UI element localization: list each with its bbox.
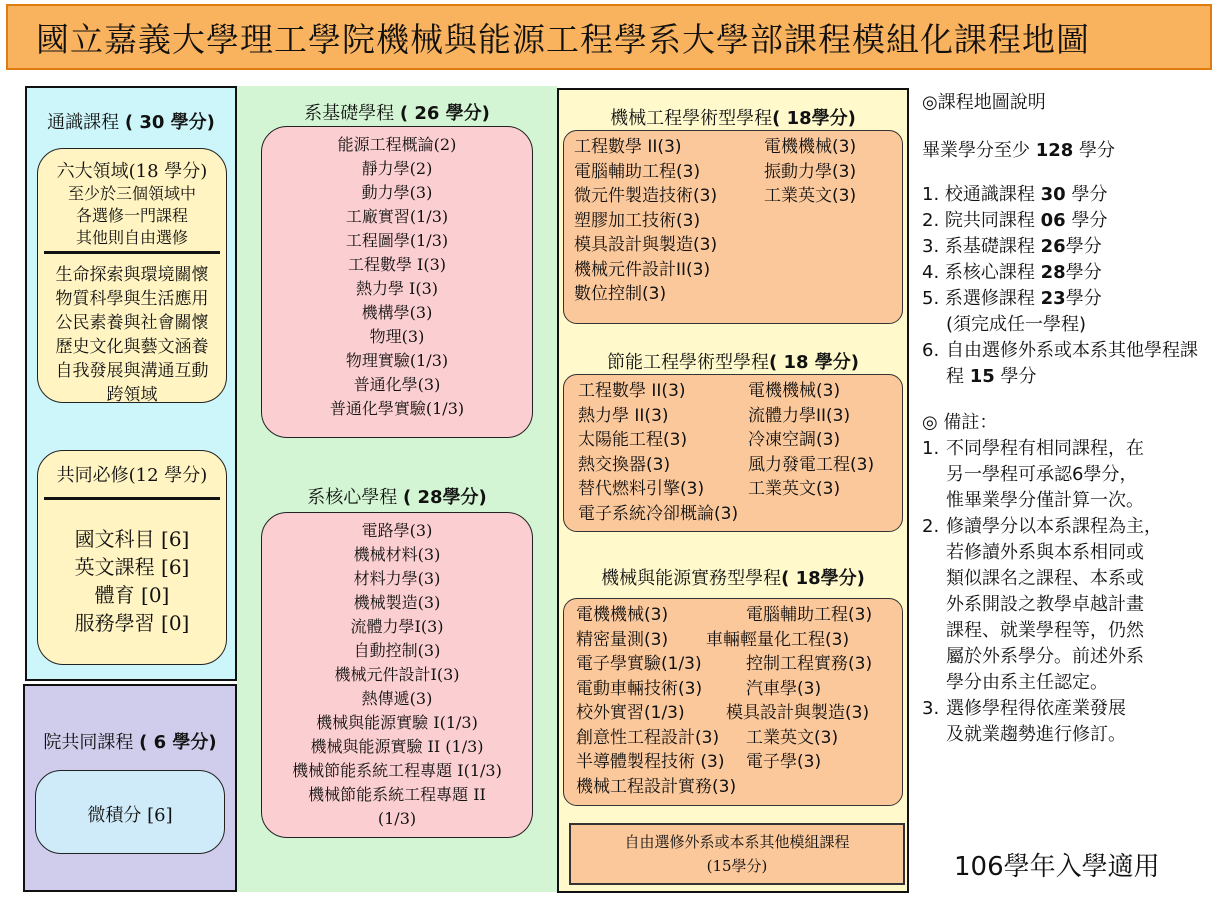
notes-heading: ◎課程地圖說明 xyxy=(922,92,1046,113)
free-elective-line2: (15學分) xyxy=(706,857,768,875)
list-item: 模具設計與製造(3) xyxy=(574,235,718,255)
list-item: 服務學習 [0] xyxy=(74,611,190,635)
list-item: 2. 院共同課程 06 學分 xyxy=(922,210,1108,231)
list-item: 動力學(3) xyxy=(361,183,433,202)
footer-note: 106學年入學適用 xyxy=(954,852,1160,882)
list-item: 車輛輕量化工程(3) xyxy=(706,629,850,650)
list-item: 振動力學(3) xyxy=(764,161,857,182)
list-item xyxy=(746,775,872,800)
list-item: 生命探索與環境關懷 xyxy=(55,265,209,285)
practice-heading: 機械與能源實務型學程( 18學分) xyxy=(601,568,865,589)
list-item: 英文課程 [6] xyxy=(74,555,190,579)
list-item: 4. 系核心課程 28學分 xyxy=(922,262,1102,283)
list-item: 電路學(3) xyxy=(361,521,433,540)
list-item: 微元件製造技術(3) xyxy=(574,186,718,206)
common-required-box xyxy=(37,450,227,665)
list-item: 自動控制(3) xyxy=(353,641,441,660)
list-item: 普通化學(3) xyxy=(353,375,441,394)
list-item: 機械工程設計實務(3) xyxy=(576,776,737,797)
list-item: 6. 自由選修外系或本系其他學程課程 15 學分 xyxy=(922,340,1198,387)
list-item: 電動車輛技術(3) xyxy=(576,678,703,699)
common-required-list xyxy=(38,525,226,637)
six-domains-title: 六大領域(18 學分) xyxy=(56,161,208,182)
list-item xyxy=(764,233,856,258)
list-item: 電子學實驗(1/3) xyxy=(576,654,702,674)
list-item: 公民素養與社會關懷 xyxy=(55,313,209,333)
remark-heading: ◎ 備註： xyxy=(922,412,998,433)
list-item: 3. 選修學程得依產業發展 及就業趨勢進行修訂。 xyxy=(922,698,1126,745)
list-item: 工程圖學(1/3) xyxy=(345,231,449,250)
mech-academic-list xyxy=(574,135,856,307)
list-item: 物理實驗(1/3) xyxy=(345,351,449,370)
list-item: 工廠實習(1/3) xyxy=(345,207,449,226)
list-item: 創意性工程設計(3) xyxy=(576,727,720,748)
list-item: 機械節能系統工程專題 I(1/3) xyxy=(292,761,502,780)
list-item: 工程數學 I(3) xyxy=(347,255,447,274)
list-item: 電機機械(3) xyxy=(748,381,841,401)
list-item: 機械與能源實驗 II (1/3) xyxy=(310,737,484,756)
list-item: 機械元件設計I(3) xyxy=(334,665,460,684)
college-common-heading: 院共同課程 ( 6 學分) xyxy=(43,732,217,753)
elective-programs-panel xyxy=(557,88,909,893)
basic-course-list xyxy=(262,133,532,421)
list-item: 2. 修讀學分以本系課程為主， 若修讀外系與本系相同或 類似課名之課程、本系或 外系開設之教學卓越計畫 課程、就業學程等，仍然 屬於外系學分。前述外系 學分由系主任認定。 xyxy=(922,516,1162,693)
six-domains-list xyxy=(38,263,226,407)
list-item: 替代燃料引擎(3) xyxy=(578,479,705,499)
free-elective-box xyxy=(569,823,905,885)
list-item: 體育 [0] xyxy=(94,583,170,607)
department-required-area xyxy=(237,86,557,892)
list-item: 3. 系基礎課程 26學分 xyxy=(922,236,1102,257)
core-courses-box xyxy=(261,512,533,838)
list-item: 工業英文(3) xyxy=(748,479,841,499)
page-title: 國立嘉義大學理工學院機械與能源工程學系大學部課程模組化課程地圖 xyxy=(6,4,1212,70)
list-item: 機械製造(3) xyxy=(353,593,441,612)
total-credits: 畢業學分至少 128 學分 xyxy=(922,140,1116,161)
list-item: 太陽能工程(3) xyxy=(578,430,688,450)
list-item: 電腦輔助工程(3) xyxy=(746,605,873,625)
remarks xyxy=(922,436,1212,748)
practice-list xyxy=(576,603,872,799)
list-item: 電子學(3) xyxy=(746,752,822,772)
general-education-heading: 通識課程 ( 30 學分) xyxy=(47,112,215,133)
list-item: 汽車學(3) xyxy=(746,678,822,699)
credit-breakdown xyxy=(922,182,1212,390)
list-item: 5. 系選修課程 23學分 (須完成任一學程) xyxy=(922,288,1102,335)
list-item: 機械材料(3) xyxy=(353,545,441,564)
list-item: 物質科學與生活應用 xyxy=(55,289,209,309)
list-item: 歷史文化與藝文涵養 xyxy=(55,337,209,357)
list-item xyxy=(764,282,856,307)
core-course-list xyxy=(262,519,532,831)
list-item: 工程數學 II(3) xyxy=(578,381,686,401)
list-item: 能源工程概論(2) xyxy=(337,135,457,154)
college-common-panel xyxy=(23,684,237,892)
list-item: 機械與能源實驗 I(1/3) xyxy=(316,713,478,732)
list-item: 1. 不同學程有相同課程，在 另一學程可承認6學分， 惟畢業學分僅計算一次。 xyxy=(922,438,1144,511)
list-item: 工業英文(3) xyxy=(746,727,839,748)
divider xyxy=(44,251,220,254)
list-item: 靜力學(2) xyxy=(361,159,433,178)
list-item: 1. 校通識課程 30 學分 xyxy=(922,184,1108,205)
list-item: 半導體製程技術 (3) xyxy=(576,752,725,772)
list-item: (1/3) xyxy=(377,809,417,828)
list-item xyxy=(764,258,856,283)
list-item: 電機機械(3) xyxy=(576,605,669,625)
list-item: 普通化學實驗(1/3) xyxy=(329,399,465,418)
common-required-title: 共同必修(12 學分) xyxy=(56,465,208,486)
list-item: 流體力學II(3) xyxy=(748,405,851,426)
list-item: 機械節能系統工程專題 II xyxy=(308,785,486,804)
list-item: 流體力學I(3) xyxy=(350,617,444,636)
basic-courses-box xyxy=(261,126,533,438)
list-item: 模具設計與製造(3) xyxy=(726,703,870,723)
list-item: 熱交換器(3) xyxy=(578,454,671,475)
list-item: 電腦輔助工程(3) xyxy=(574,161,701,182)
energy-academic-box xyxy=(563,374,903,532)
list-item: 風力發電工程(3) xyxy=(748,454,875,475)
list-item: 控制工程實務(3) xyxy=(746,654,873,674)
divider xyxy=(44,497,220,500)
energy-academic-heading: 節能工程學術型學程( 18 學分) xyxy=(606,352,860,373)
list-item: 精密量測(3) xyxy=(576,629,669,650)
core-heading: 系核心學程 ( 28學分) xyxy=(307,487,487,508)
list-item: 跨領域 xyxy=(106,385,158,405)
six-domains-box xyxy=(37,148,227,403)
legend-notes xyxy=(922,90,1212,748)
list-item: 微積分 [6] xyxy=(87,805,173,826)
list-item: 電機機械(3) xyxy=(764,137,857,157)
list-item: 數位控制(3) xyxy=(574,284,667,304)
list-item: 工業英文(3) xyxy=(764,186,857,206)
list-item: 物理(3) xyxy=(369,327,425,346)
energy-academic-list xyxy=(578,379,874,526)
list-item: 塑膠加工技術(3) xyxy=(574,210,701,231)
basic-heading: 系基礎學程 ( 26 學分) xyxy=(304,103,490,124)
mech-academic-heading: 機械工程學術型學程( 18學分) xyxy=(610,108,856,129)
mech-academic-box xyxy=(563,130,903,324)
list-item: 熱傳遞(3) xyxy=(361,689,433,708)
list-item: 冷凍空調(3) xyxy=(748,430,841,450)
list-item: 校外實習(1/3) xyxy=(576,703,685,723)
six-domains-desc: 至少於三個領域中 各選修一門課程 其他則自由選修 xyxy=(67,184,196,247)
list-item xyxy=(764,209,856,234)
list-item: 自我發展與溝通互動 xyxy=(55,361,209,381)
general-education-panel xyxy=(25,86,237,681)
list-item xyxy=(748,502,874,527)
list-item: 機械元件設計II(3) xyxy=(574,259,711,280)
list-item: 材料力學(3) xyxy=(353,569,441,588)
list-item: 熱力學 II(3) xyxy=(578,405,669,426)
calculus-box xyxy=(35,770,225,854)
list-item: 國文科目 [6] xyxy=(74,527,190,551)
free-elective-line1: 自由選修外系或本系其他模組課程 xyxy=(624,833,850,851)
practice-box xyxy=(563,598,903,806)
list-item: 熱力學 I(3) xyxy=(355,279,439,298)
list-item: 機構學(3) xyxy=(361,303,433,322)
list-item: 工程數學 II(3) xyxy=(574,137,682,157)
list-item: 電子系統冷卻概論(3) xyxy=(578,503,739,524)
